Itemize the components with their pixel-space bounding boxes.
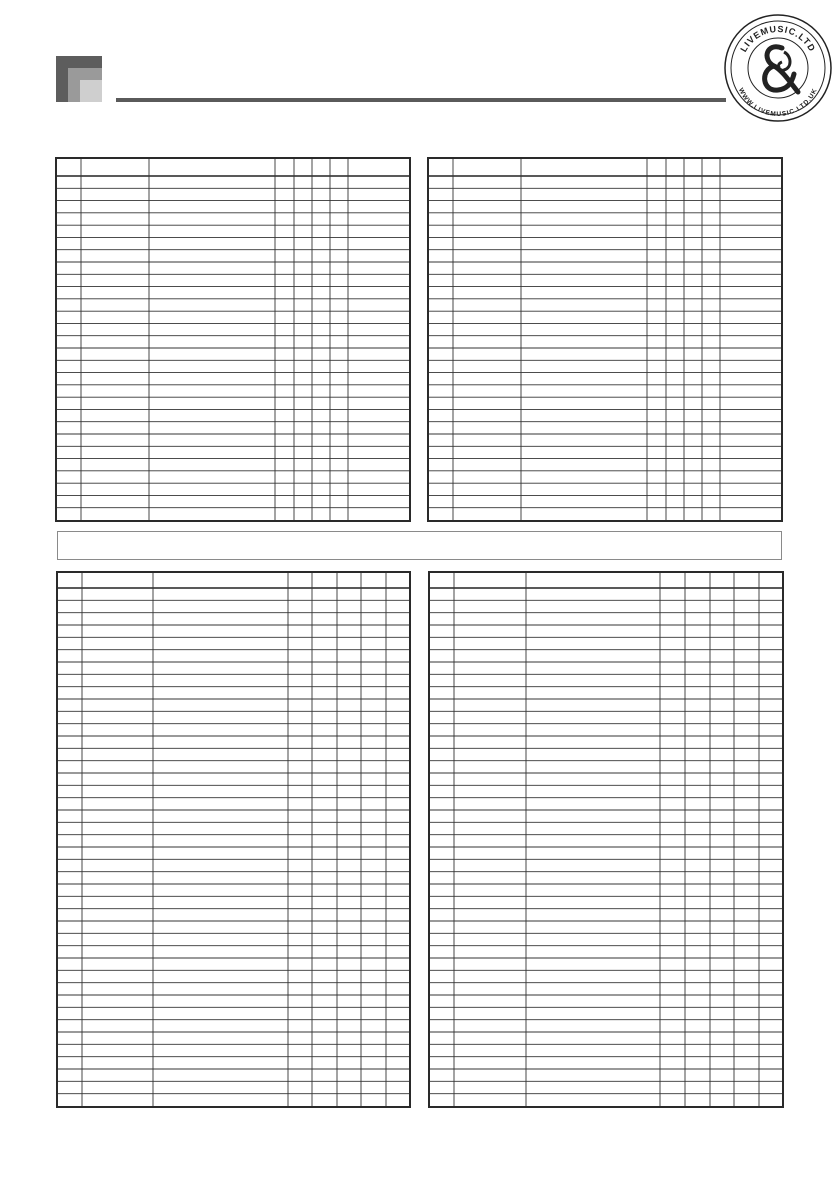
- section-banner: [57, 531, 782, 560]
- logo-top-text: LIVEMUSIC.LTD: [738, 23, 818, 54]
- table-grid: [58, 573, 409, 1106]
- table-grid: [429, 159, 781, 520]
- header-rule: [116, 98, 726, 102]
- data-table-top-right: [427, 157, 783, 522]
- table-grid: [430, 573, 782, 1106]
- table-grid: [57, 159, 409, 520]
- logo-seal-icon: [722, 12, 834, 124]
- data-table-top-left: [55, 157, 411, 522]
- logo-bottom-text: WWW.LIVEMUSIC.LTD.UK: [736, 87, 820, 119]
- corner-mark: [56, 56, 102, 102]
- data-table-bottom-left: [56, 571, 411, 1108]
- data-table-bottom-right: [428, 571, 784, 1108]
- corner-square-light: [80, 80, 102, 102]
- livemusic-logo: [722, 12, 834, 124]
